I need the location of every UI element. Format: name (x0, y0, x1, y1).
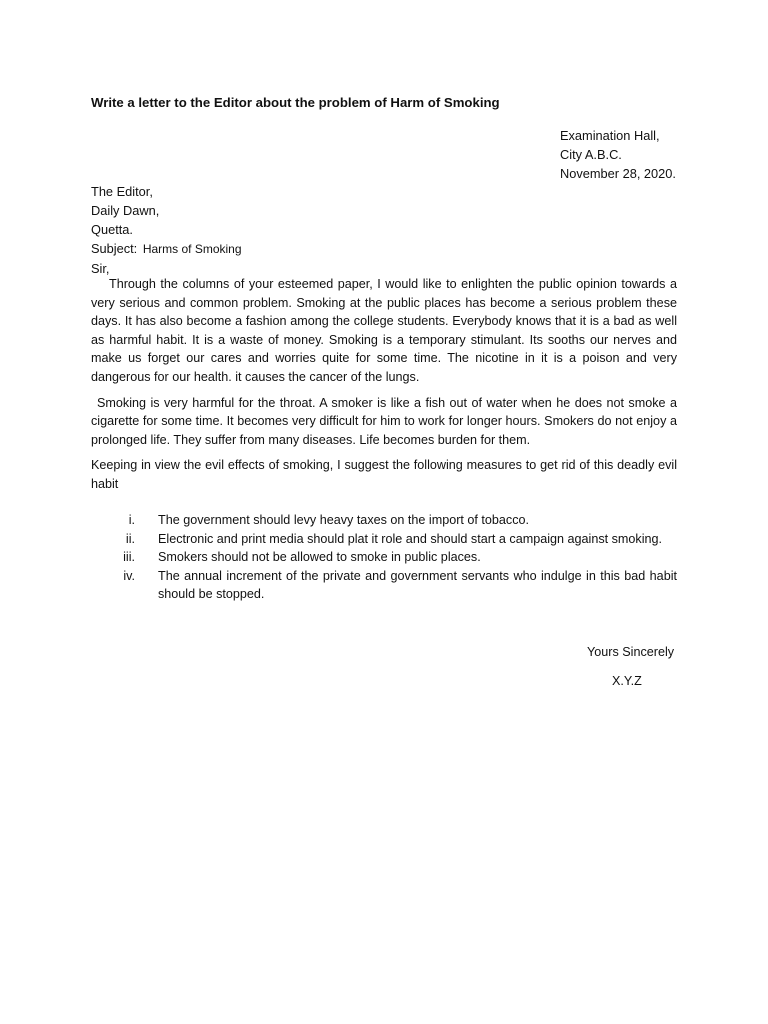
paragraph-3: Keeping in view the evil effects of smoking, I suggest the following measures to get rid of this deadly evil habit (91, 458, 677, 491)
list-item (91, 567, 677, 604)
letter-title: Write a letter to the Editor about the problem of Harm of Smoking (91, 95, 500, 110)
list-item-text: The annual increment of the private and government servants who indulge in this bad habit should be stopped. (158, 568, 677, 602)
sender-line-1: Examination Hall, (560, 128, 660, 143)
list-item-text: Electronic and print media should plat it role and should start a campaign against smoking. (158, 531, 663, 546)
list-item-number: i. (128, 513, 135, 527)
list-item-number: iii. (123, 550, 135, 565)
letter-body (91, 275, 677, 501)
list-item-text: Smokers should not be allowed to smoke in public places. (158, 550, 481, 565)
list-item (91, 548, 677, 567)
subject-label: Subject: (91, 241, 138, 256)
signature: X.Y.Z (612, 674, 642, 688)
letter-date: November 28, 2020. (560, 166, 676, 181)
closing: Yours Sincerely (587, 645, 675, 659)
list-item (91, 511, 677, 530)
sender-address (560, 126, 676, 183)
recipient-line-1: The Editor, (91, 184, 153, 199)
paragraph-1: Through the columns of your esteemed paper, I would like to enlighten the public opinion towards a very serious and common problem. Smoking at the public places has become a serious problem these days. It has also become a fashion among the college students. Everybody knows that it is a bad as well as harmful habit. It is a waste of money. Smoking is a temporary stimulant. Its sooths our nerves and make us forget our cares and worries quite for some time. The nicotine in it is a poison and very dangerous for our health. it causes the cancer of the lungs. (91, 277, 677, 384)
recipient-line-2: Daily Dawn, (91, 203, 160, 218)
recipient-address (91, 182, 391, 278)
measures-list (91, 511, 677, 604)
list-item-number: ii. (125, 531, 135, 546)
paragraph-2: Smoking is very harmful for the throat. A smoker is like a fish out of water when he does not smoke a cigarette for some time. It becomes very difficult for him to work for longer hours. Smokers do not enjoy a prolonged life. They suffer from many diseases. Life becomes burden for them. (91, 395, 677, 447)
salutation: Sir, (91, 261, 110, 276)
list-item (91, 530, 677, 549)
subject-text: Harms of Smoking (142, 242, 242, 256)
list-item-text: The government should levy heavy taxes on the import of tobacco. (158, 513, 530, 527)
list-item-number: iv. (123, 568, 135, 583)
subject-line (91, 239, 391, 259)
sender-line-2: City A.B.C. (560, 147, 622, 162)
recipient-line-3: Quetta. (91, 222, 133, 237)
